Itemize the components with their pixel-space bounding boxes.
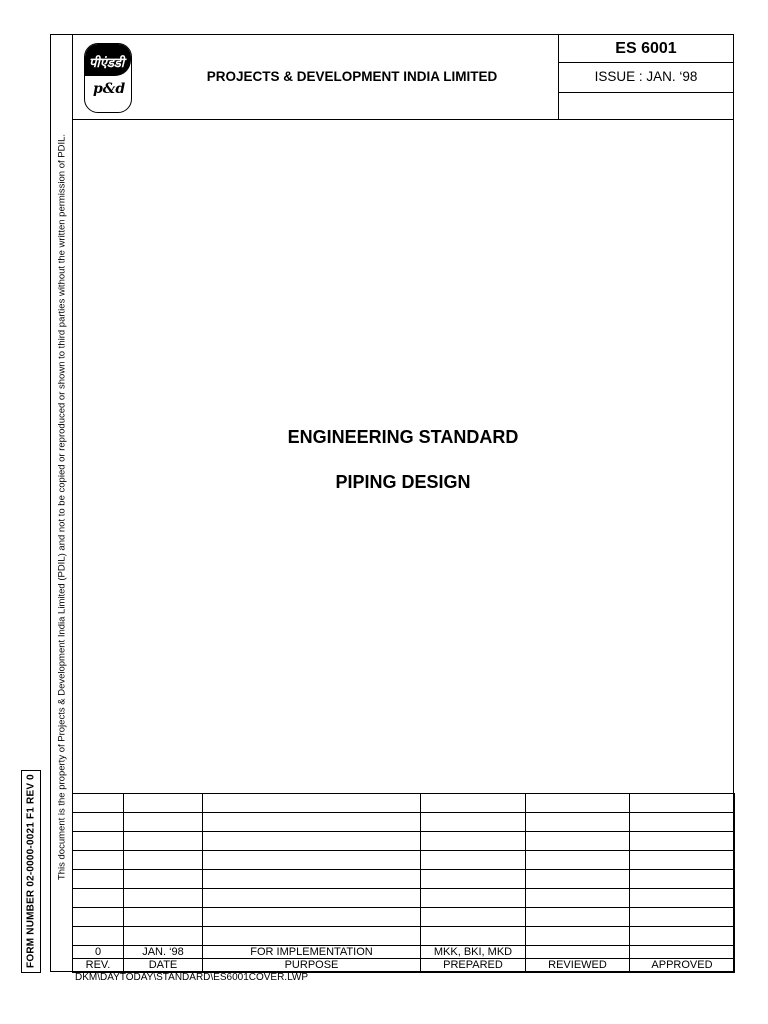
column-header: APPROVED [630,959,735,973]
table-row [73,794,735,813]
header-divider-line [72,119,734,120]
revision-table [72,793,735,973]
header-cell-divider [558,92,734,93]
form-number: FORM NUMBER 02-0000-0021 F1 REV 0 [25,774,37,968]
document-number: ES 6001 [615,40,677,57]
column-header: PREPARED [421,959,526,973]
table-row [73,832,735,851]
table-row [73,946,735,959]
column-header: REV. [73,959,124,973]
company-name: PROJECTS & DEVELOPMENT INDIA LIMITED [206,69,498,84]
prepared-cell: MKK, BKI, MKD [421,946,526,959]
column-header: REVIEWED [526,959,630,973]
rev-cell: 0 [73,946,124,959]
table-header-row [73,959,735,973]
logo-hindi-text: पीएंडडी [89,56,125,71]
logo-banner [85,44,131,76]
table-row [73,927,735,946]
column-header: PURPOSE [203,959,421,973]
header-cell-divider [558,62,734,63]
document-title: ENGINEERING STANDARD [287,427,519,447]
logo-pd-text: p&d [93,81,126,97]
issue-date: ISSUE : JAN. ‘98 [594,69,698,84]
column-header: DATE [124,959,203,973]
table-row [73,908,735,927]
pdil-logo [84,43,132,113]
table-row [73,889,735,908]
table-row [73,851,735,870]
date-cell: JAN. ‘98 [124,946,203,959]
purpose-cell: FOR IMPLEMENTATION [203,946,421,959]
document-subtitle: PIPING DESIGN [335,472,471,492]
approved-cell [630,946,735,959]
reviewed-cell [526,946,630,959]
table-row [73,870,735,889]
property-disclaimer: This document is the property of Projects & Development India Limited (PDIL) and not to be copied or reproduced or shown to third parties without the written permission of PDIL. [56,133,68,881]
file-path: DKM\DAYTODAY\STANDARD\ES6001COVER.LWP [75,972,309,983]
table-row [73,813,735,832]
